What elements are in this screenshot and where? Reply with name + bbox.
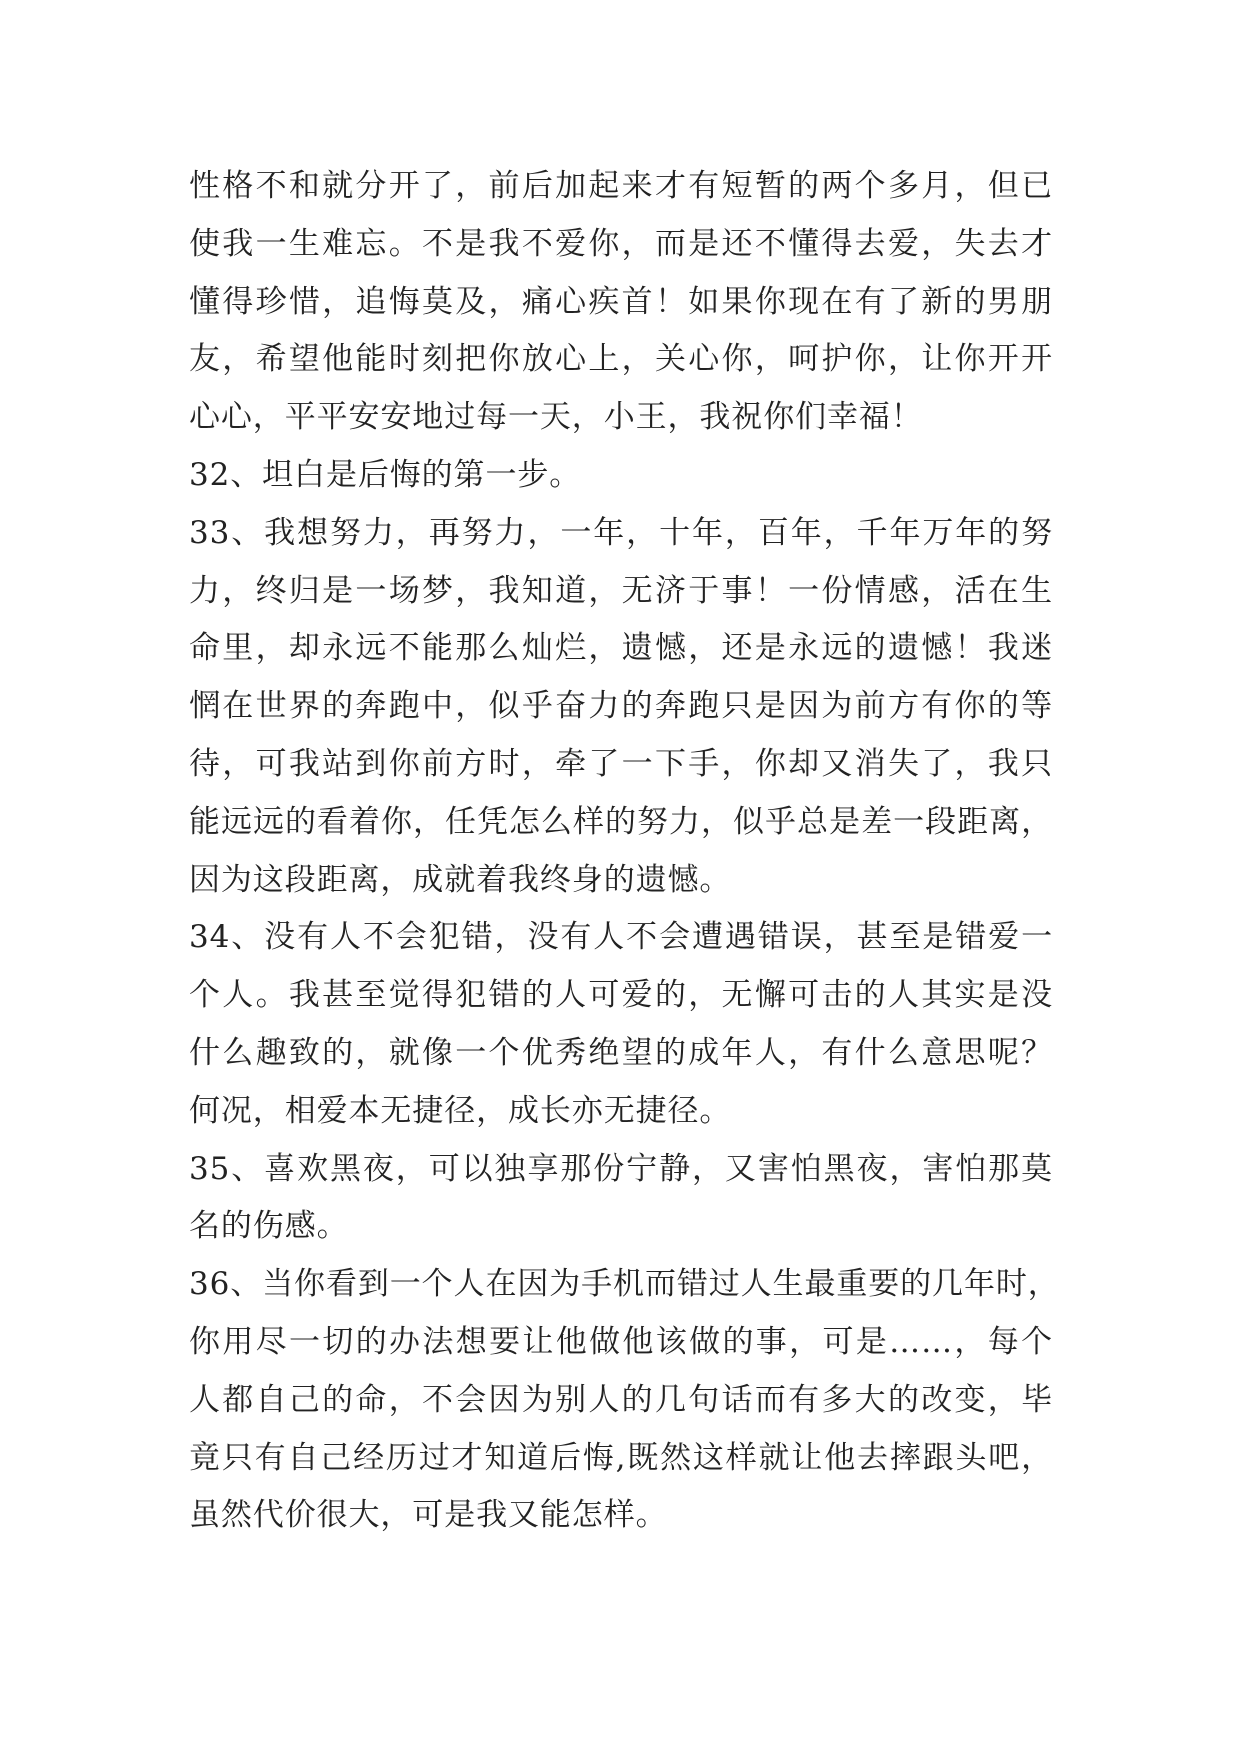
text-line: 人都自己的命，不会因为别人的几句话而有多大的改变，毕: [189, 1381, 1053, 1418]
text-line: 懂得珍惜，追悔莫及，痛心疾首！如果你现在有了新的男朋: [189, 283, 1053, 320]
text-line: 力，终归是一场梦，我知道，无济于事！一份情感，活在生: [189, 572, 1053, 609]
text-line: 心心，平平安安地过每一天，小王，我祝你们幸福！: [189, 399, 923, 436]
text-line: 什么趣致的，就像一个优秀绝望的成年人，有什么意思呢？: [189, 1034, 1053, 1071]
paragraph-35-start: 35、喜欢黑夜，可以独享那份宁静，又害怕黑夜，害怕那莫: [189, 1150, 1053, 1187]
text-line: 待，可我站到你前方时，牵了一下手，你却又消失了，我只: [189, 745, 1053, 782]
paragraph-33-start: 33、我想努力，再努力，一年，十年，百年，千年万年的努: [189, 514, 1053, 551]
text-line: 虽然代价很大，可是我又能怎样。: [189, 1497, 668, 1534]
text-line: 使我一生难忘。不是我不爱你，而是还不懂得去爱，失去才: [189, 225, 1053, 262]
text-line: 性格不和就分开了，前后加起来才有短暂的两个多月，但已: [189, 168, 1053, 204]
paragraph-32: 32、坦白是后悔的第一步。: [189, 456, 582, 493]
text-line: 何况，相爱本无捷径，成长亦无捷径。: [189, 1092, 732, 1129]
text-line: 因为这段距离，成就着我终身的遗憾。: [189, 861, 732, 898]
document-body: [189, 158, 1060, 1545]
paragraph-34-start: 34、没有人不会犯错，没有人不会遭遇错误，甚至是错爱一: [189, 919, 1053, 956]
text-line: 个人。我甚至觉得犯错的人可爱的，无懈可击的人其实是没: [189, 977, 1053, 1014]
text-line: 你用尽一切的办法想要让他做他该做的事，可是……，每个: [189, 1323, 1053, 1360]
text-line: 惘在世界的奔跑中，似乎奋力的奔跑只是因为前方有你的等: [189, 688, 1053, 725]
text-line: 能远远的看着你，任凭怎么样的努力，似乎总是差一段距离，: [189, 803, 1053, 840]
text-line: 竟只有自己经历过才知道后悔,既然这样就让他去摔跟头吧，: [189, 1439, 1053, 1476]
text-line: 友，希望他能时刻把你放心上，关心你，呵护你，让你开开: [189, 341, 1053, 378]
text-line: 命里，却永远不能那么灿烂，遗憾，还是永远的遗憾！我迷: [189, 630, 1053, 667]
text-line: 名的伤感。: [189, 1208, 349, 1245]
paragraph-36-start: 36、当你看到一个人在因为手机而错过人生最重要的几年时，: [189, 1266, 1060, 1303]
